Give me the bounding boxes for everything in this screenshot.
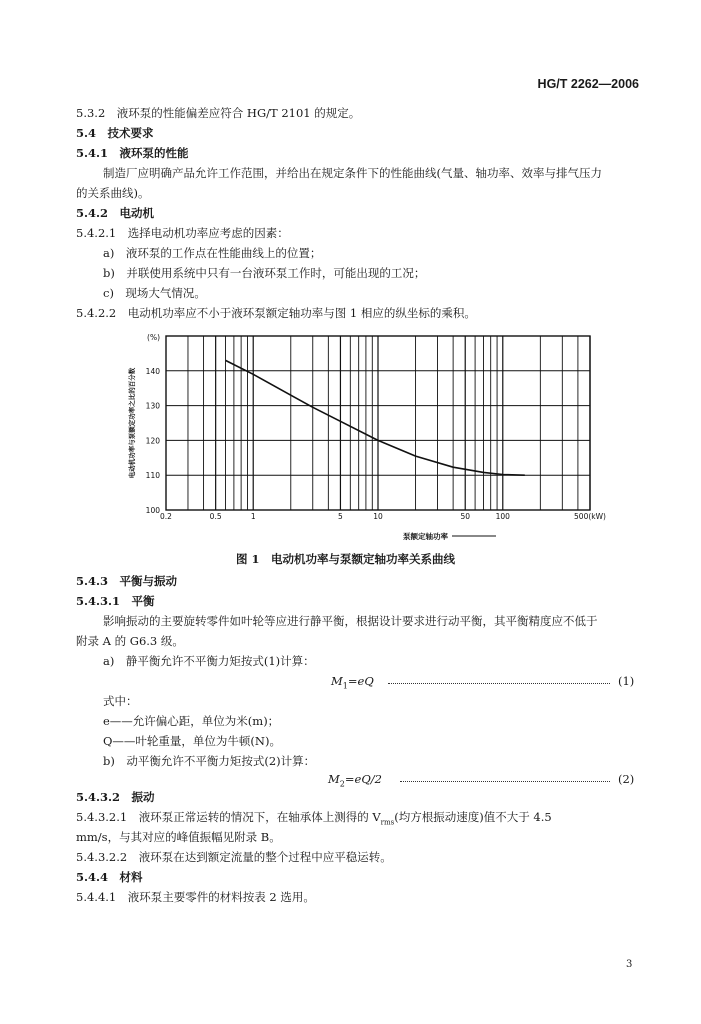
v-rms-subscript: rms bbox=[380, 818, 395, 827]
chart-series bbox=[226, 360, 525, 475]
paragraph-5-4-3-1-line1: 影响振动的主要旋转零件如叶轮等应进行静平衡，根据设计要求进行动平衡，其平衡精度应不低于 bbox=[103, 614, 598, 628]
clause-5-4-3-2-1-line1 bbox=[76, 810, 552, 829]
equation-1-number: (1) bbox=[618, 674, 635, 688]
chart-x-tick-label: 5 bbox=[338, 512, 343, 521]
clause-5-4-3-2-1-line2: mm/s，与其对应的峰值振幅见附录 B。 bbox=[76, 830, 281, 844]
chart-x-tick-label: 500(kW) bbox=[574, 512, 606, 521]
equation-2-leader bbox=[400, 781, 610, 782]
chart-x-tick-label: 0.5 bbox=[209, 512, 222, 521]
clause-5-4-4-1: 5.4.4.1 液环泵主要零件的材料按表 2 选用。 bbox=[76, 890, 315, 904]
heading-5-4-3: 5.4.3 平衡与振动 bbox=[76, 574, 178, 588]
equation-1-lhs: M bbox=[331, 674, 343, 688]
clause-5-3-2: 5.3.2 液环泵的性能偏差应符合 HG/T 2101 的规定。 bbox=[76, 106, 361, 120]
list-item-static-balance: a) 静平衡允许不平衡力矩按式(1)计算： bbox=[103, 654, 315, 668]
definition-q: Q——叶轮重量，单位为牛顿(N)。 bbox=[103, 734, 281, 748]
definition-e: e——允许偏心距，单位为米(m)； bbox=[103, 714, 280, 728]
equation-1 bbox=[331, 674, 374, 690]
list-item-c: c) 现场大气情况。 bbox=[103, 286, 206, 300]
heading-5-4-3-1: 5.4.3.1 平衡 bbox=[76, 594, 155, 608]
heading-5-4-3-2: 5.4.3.2 振动 bbox=[76, 790, 155, 804]
equation-2-sub: 2 bbox=[339, 779, 345, 789]
chart-y-tick-label: 140 bbox=[145, 366, 160, 376]
equation-1-leader bbox=[388, 683, 610, 684]
chart-y-tick-label: 110 bbox=[145, 471, 160, 481]
heading-5-4-1: 5.4.1 液环泵的性能 bbox=[76, 146, 189, 160]
figure-1-chart bbox=[118, 328, 606, 548]
chart-x-tick-label: 0.2 bbox=[160, 512, 172, 521]
heading-5-4-2: 5.4.2 电动机 bbox=[76, 206, 155, 220]
equation-1-sub: 1 bbox=[342, 681, 348, 691]
list-item-a: a) 液环泵的工作点在性能曲线上的位置； bbox=[103, 246, 322, 260]
header-code: HG/T 2262—2006 bbox=[537, 77, 639, 91]
chart-y-tick-label: 130 bbox=[145, 401, 160, 411]
equation-2-lhs: M bbox=[328, 772, 340, 786]
clause-5-4-2-2: 5.4.2.2 电动机功率应不小于液环泵额定轴功率与图 1 相应的纵坐标的乘积。 bbox=[76, 306, 476, 320]
chart-x-tick-label: 100 bbox=[495, 512, 510, 521]
paragraph-5-4-1-line1: 制造厂应明确产品允许工作范围，并给出在规定条件下的性能曲线(气量、轴功率、效率与排气压力 bbox=[103, 166, 602, 180]
clause-5-4-3-2-1-text: 5.4.3.2.1 液环泵正常运转的情况下，在轴承体上测得的 V bbox=[76, 810, 381, 824]
heading-5-4: 5.4 技术要求 bbox=[76, 126, 154, 140]
list-item-dynamic-balance: b) 动平衡允许不平衡力矩按式(2)计算： bbox=[103, 754, 316, 768]
chart-x-tick-label: 50 bbox=[460, 512, 470, 521]
chart-x-tick-label: 1 bbox=[250, 512, 256, 521]
chart-y-tick-label: 100 bbox=[145, 506, 160, 515]
clause-5-4-3-2-2: 5.4.3.2.2 液环泵在达到额定流量的整个过程中应平稳运转。 bbox=[76, 850, 392, 864]
heading-5-4-4: 5.4.4 材料 bbox=[76, 870, 143, 884]
chart-x-axis-label: 泵额定轴功率 bbox=[403, 532, 448, 541]
equation-1-rhs: =eQ bbox=[347, 674, 374, 688]
equation-2-number: (2) bbox=[618, 772, 635, 786]
chart-x-tick-label: 10 bbox=[373, 512, 383, 521]
paragraph-5-4-1-line2: 的关系曲线)。 bbox=[76, 186, 150, 200]
clause-5-4-2-1: 5.4.2.1 选择电动机功率应考虑的因素： bbox=[76, 226, 289, 240]
chart-y-tick-label: (%) bbox=[147, 333, 160, 342]
chart-y-tick-label: 120 bbox=[145, 436, 160, 446]
clause-5-4-3-2-1-text-2: (均方根振动速度)值不大于 4.5 bbox=[394, 810, 552, 824]
equation-2-rhs: =eQ/2 bbox=[344, 772, 382, 786]
chart-series-line bbox=[226, 360, 525, 475]
paragraph-5-4-3-1-line2: 附录 A 的 G6.3 级。 bbox=[76, 634, 184, 648]
page-number: 3 bbox=[626, 959, 633, 970]
chart-y-axis-label: 电动机功率与泵额定功率之比的百分数 bbox=[128, 367, 136, 479]
list-item-b: b) 并联使用系统中只有一台液环泵工作时，可能出现的工况； bbox=[103, 266, 426, 280]
figure-caption: 图 1 电动机功率与泵额定轴功率关系曲线 bbox=[236, 552, 456, 566]
equation-2 bbox=[328, 772, 382, 788]
where-label: 式中： bbox=[103, 694, 138, 708]
